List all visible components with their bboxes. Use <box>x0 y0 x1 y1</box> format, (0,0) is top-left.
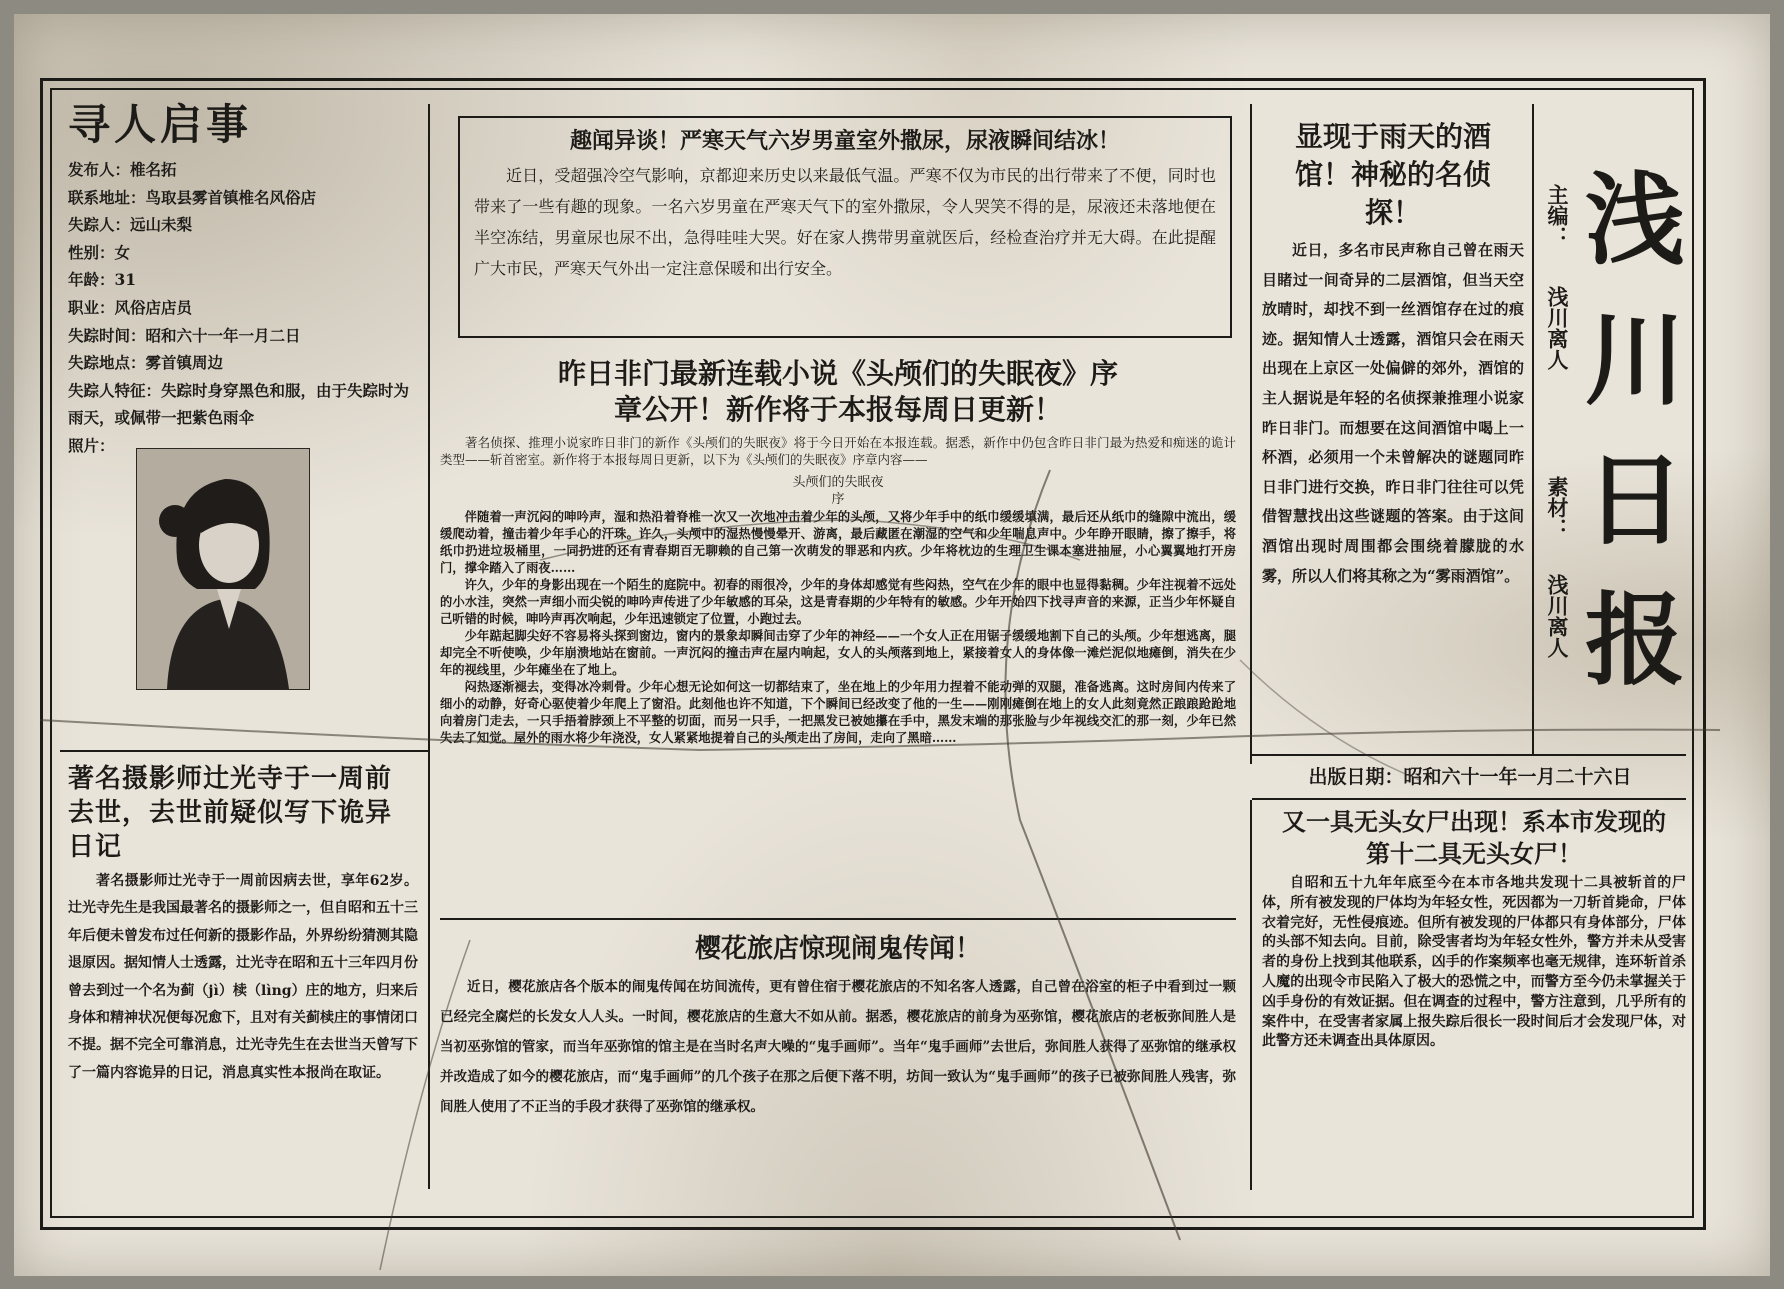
missing-field: 发布人：椎名拓 <box>68 160 177 179</box>
missing-field: 失踪地点：雾首镇周边 <box>68 353 224 373</box>
novel-headline-line1: 昨日非门最新连载小说《头颅们的失眠夜》序 <box>557 357 1118 390</box>
masthead-char: 日 <box>1585 441 1685 559</box>
missing-field: 性别：女 <box>68 242 131 262</box>
missing-field: 照片： <box>68 435 115 455</box>
story-paragraph: 闷热逐渐褪去，变得冰冷刺骨。少年心想无论如何这一切都结束了，坐在地上的少年用力捏着不能动弹的双腿，准备逃离。这时房间内传来了细小的动静，好奇心驱使着少年爬上了窗沿。此刻他也许不知道，下个瞬间已经改变了他的一生——刚刚瘫倒在地上的女人此刻竟然正踉踉跄跄地向着房门走去，一只手捂着脖颈上不平整的切面，而另一只手，一把黑发已被她攥在手中，黑发末端的那张脸与少年视线交汇的那一刻，少年已然失去了知觉。屋外的雨水将少年浇没，女人紧紧地提着自己的头颅走出了房间，走向了黑暗…… <box>440 679 1236 745</box>
novel-intro: 著名侦探、推理小说家昨日非门的新作《头颅们的失眠夜》将于今日开始在本报连载。据悉，新作中仍包含昨日非门最为热爱和痴迷的诡计类型——斩首密室。新作将于本报每周日更新，以下为《头颅们的失眠夜》序章内容—— <box>440 435 1236 467</box>
missing-heading: 寻人启事 <box>68 100 253 149</box>
masthead-char: 报 <box>1585 581 1685 699</box>
missing-field: 联系地址：鸟取县雾首镇椎名风俗店 <box>68 187 317 207</box>
story-chapter: 序 <box>831 492 845 507</box>
headless-body: 自昭和五十九年年底至今在本市各地共发现十二具被斩首的尸体，所有被发现的尸体均为年轻女性，死因都为一刀斩首毙命，尸体衣着完好，无性侵痕迹。但所有被发现的尸体都只有身体部分，尸体的头部不知去向。目前，除受害者均为年轻女性外，警方并未从受害者的身份上找到其他联系，凶手的作案频率也毫无规律，连环斩首杀人魔的出现令市民陷入了极大的恐慌之中，而警方至今仍未掌握关于凶手身份的有效证据。但在调查的过程中，警方注意到，几乎所有的案件中，在受害者家属上报失踪后很长一段时间后才会发现尸体，对此警方还未调查出具体原因。 <box>1262 875 1686 1050</box>
publish-date: 出版日期：昭和六十一年一月二十六日 <box>1308 766 1632 788</box>
tavern-headline: 显现于雨天的酒馆！神秘的名侦探！ <box>1294 120 1491 229</box>
story-paragraph: 许久，少年的身影出现在一个陌生的庭院中。初春的雨很冷，少年的身体却感觉有些闷热，空气在少年的眼中也显得黏稠。少年注视着不远处的小水洼，突然一声细小而尖锐的呻吟声传进了少年敏感的耳朵，这是青春期的少年特有的敏感。少年开始四下找寻声音的来源，正当少年怀疑自己听错的时候，呻吟声再次响起，少年迅速锁定了位置，小跑过去。 <box>440 577 1236 626</box>
missing-field: 失踪人：远山未梨 <box>68 215 193 235</box>
missing-field: 失踪时间：昭和六十一年一月二日 <box>68 325 301 345</box>
story-paragraph: 伴随着一声沉闷的呻吟声，湿和热沿着脊椎一次又一次地冲击着少年的头颅，又将少年手中的纸巾缓缓填满，最后还从纸巾的缝隙中流出，缓缓爬动着，撞击着少年手心的汗珠。许久，头颅中的湿热慢慢晕开、游离，最后藏匿在潮湿的空气和少年喘息声中。少年睁开眼睛，擦了擦手，将纸巾扔进垃圾桶里，一同扔进的还有青春期百无聊赖的自己第一次萌发的罪恶和内疚。少年将枕边的生理卫生课本塞进抽屉，小心翼翼地打开房门，撑伞踏入了雨夜…… <box>440 509 1236 575</box>
cold-news-headline: 趣闻异谈！严寒天气六岁男童室外撒尿，尿液瞬间结冰！ <box>569 128 1120 154</box>
photographer-body: 著名摄影师辻光寺于一周前因病去世，享年62岁。辻光寺先生是我国最著名的摄影师之一，但自昭和五十三年后便未曾发布过任何新的摄影作品，外界纷纷猜测其隐退原因。据知情人士透露，辻光寺在昭和五十三年四月份曾去到过一个名为蓟（jì）椟（lìng）庄的地方，归来后身体和精神状况便每况愈下，且对有关蓟椟庄的事情闭口不提。据不完全可靠消息，辻光寺先生在去世当天曾写下了一篇内容诡异的日记，消息真实性本报尚在取证。 <box>68 873 418 1081</box>
novel-headline-line2: 章公开！新作将于本报每周日更新！ <box>613 393 1062 426</box>
story-title: 头颅们的失眠夜 <box>792 475 884 490</box>
ryokan-headline: 樱花旅店惊现闹鬼传闻！ <box>694 934 981 964</box>
story-paragraph: 少年踮起脚尖好不容易将头探到窗边，窗内的景象却瞬间击穿了少年的神经——一个女人正在用锯子缓缓地割下自己的头颅。少年想逃离，腿却完全不听使唤，少年崩溃地站在窗前。一声沉闷的撞击声在屋内响起，女人的头颅落到地上，紧接着女人的身体像一滩烂泥似地瘫倒，消失在少年的视线里，少年瘫坐在了地上。 <box>440 628 1236 677</box>
editor-label: 主编： <box>1545 184 1570 247</box>
missing-field: 职业：风俗店店员 <box>68 297 193 317</box>
masthead-char: 浅 <box>1585 161 1685 279</box>
photographer-headline: 著名摄影师辻光寺于一周前去世，去世前疑似写下诡异日记 <box>68 764 393 862</box>
missing-field: 失踪人特征：失踪时身穿黑色和服，由于失踪时为雨天，或佩带一把紫色雨伞 <box>68 380 410 428</box>
headless-headline: 又一具无头女尸出现！系本市发现的第十二具无头女尸！ <box>1282 807 1666 868</box>
ryokan-body: 近日，樱花旅店各个版本的闹鬼传闻在坊间流传，更有曾住宿于樱花旅店的不知名客人透露，自己曾在浴室的柜子中看到过一颗已经完全腐烂的长发女人人头。一时间，樱花旅店的生意大不如从前。据悉，樱花旅店的前身为巫弥馆，樱花旅店的老板弥间胜人是当初巫弥馆的管家，而当年巫弥馆的馆主是在当时名声大噪的“鬼手画师”。当年“鬼手画师”去世后，弥间胜人获得了巫弥馆的继承权并改造成了如今的樱花旅店，而“鬼手画师”的几个孩子在那之后便下落不明，坊间一致认为“鬼手画师”的孩子已被弥间胜人残害，弥间胜人使用了不正当的手段才获得了巫弥馆的继承权。 <box>440 979 1236 1115</box>
material-label: 素材： <box>1545 476 1570 539</box>
tavern-body: 近日，多名市民声称自己曾在雨天目睹过一间奇异的二层酒馆，但当天空放晴时，却找不到一丝酒馆存在过的痕迹。据知情人士透露，酒馆只会在雨天出现在上京区一处偏僻的郊外，酒馆的主人据说是年轻的名侦探兼推理小说家昨日非门。而想要在这间酒馆中喝上一杯酒，必须用一个未曾解决的谜题同昨日非门进行交换，昨日非门往往可以凭借智慧找出这些谜题的答案。由于这间酒馆出现时周围都会围绕着朦胧的水雾，所以人们将其称之为“雾雨酒馆”。 <box>1262 241 1524 585</box>
masthead-char: 川 <box>1585 301 1685 419</box>
missing-field: 年龄：31 <box>68 270 137 290</box>
editor-name: 浅川离人 <box>1545 286 1570 370</box>
cold-news-body: 近日，受超强冷空气影响，京都迎来历史以来最低气温。严寒不仅为市民的出行带来了不便，同时也带来了一些有趣的现象。一名六岁男童在严寒天气下的室外撒尿，令人哭笑不得的是，尿液还未落地便在半空冻结，男童尿也尿不出，急得哇哇大哭。好在家人携带男童就医后，经检查治疗并无大碍。在此提醒广大市民，严寒天气外出一定注意保暖和出行安全。 <box>474 166 1216 278</box>
material-name: 浅川离人 <box>1545 574 1570 658</box>
